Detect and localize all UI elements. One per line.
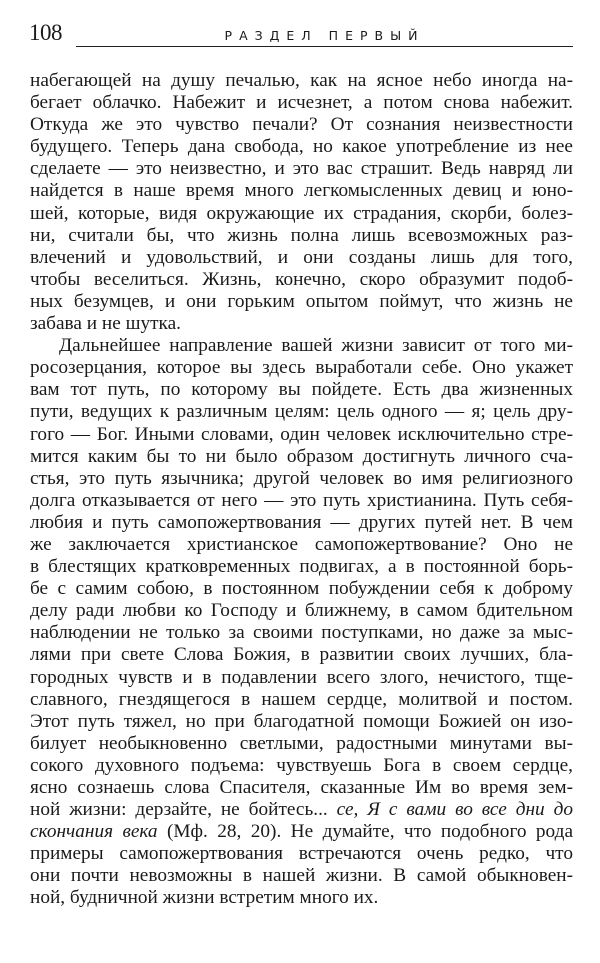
- text-line: [30, 247, 573, 269]
- line-text: бе с самим собою, в постоянном побуждении себя к доброму: [30, 578, 573, 600]
- page-body-text: [30, 70, 573, 910]
- text-line: [30, 799, 573, 821]
- text-line: [30, 667, 573, 689]
- text-line: [30, 379, 573, 401]
- line-text: они почти невозможны в нашей жизни. В самой обыкновен-: [30, 865, 573, 887]
- line-text: стья, это путь язычника; другой человек во имя религиозного: [30, 467, 573, 489]
- line-text: забава и не шутка.: [30, 313, 181, 335]
- text-line: [30, 92, 573, 114]
- text-line: [30, 711, 573, 733]
- running-title: РАЗДЕЛ ПЕРВЫЙ: [219, 28, 431, 43]
- line-text: славного, гнездящегося в нашем сердце, молитвой и постом.: [30, 688, 573, 710]
- line-text: долга отказывается от него — это путь христианина. Путь себя-: [30, 489, 573, 511]
- line-text: лями при свете Слова Божия, в развитии своих лучших, бла-: [30, 644, 573, 666]
- line-text: примеры самопожертвования встречаются очень редко, что: [30, 843, 573, 865]
- line-text: сокого духовного подъема: чувствуешь Бога в своем сердце,: [30, 754, 573, 776]
- scripture-quote-italic: скончания века: [30, 821, 158, 843]
- line-text: чтобы веселиться. Жизнь, конечно, скоро образумит подоб-: [30, 268, 573, 290]
- line-text: наблюдении не только за своими поступками, но даже за мыс-: [30, 622, 573, 644]
- text-line: [30, 225, 573, 247]
- text-line: [30, 136, 573, 158]
- line-text: любия и путь самопожертвования — других путей нет. В чем: [30, 511, 573, 533]
- line-text: ной, будничной жизни встретим много их.: [30, 887, 379, 909]
- text-line: [30, 269, 573, 291]
- text-line: [30, 490, 573, 512]
- text-line: [30, 335, 573, 357]
- text-line: [30, 578, 573, 600]
- text-line: [30, 644, 573, 666]
- line-text: будущего. Теперь дана свобода, но какое употребление из нее: [30, 136, 573, 158]
- line-text: ясно сознаешь слова Спасителя, сказанные Им во время зем-: [30, 777, 573, 798]
- text-line: [30, 755, 573, 777]
- text-line: [30, 158, 573, 180]
- line-text: в блестящих кратковременных подвигах, а в постоянной борь-: [30, 556, 573, 578]
- line-text: найдется в наше время много легкомысленных девиц и юно-: [30, 180, 573, 202]
- line-text: ных безумцев, и они горьким опытом поймут, что жизнь не: [30, 290, 573, 312]
- text-line: [30, 70, 573, 92]
- text-line: [30, 180, 573, 202]
- line-text: бегает облачко. Набежит и исчезнет, а потом снова набежит.: [30, 92, 573, 114]
- text-line: [30, 313, 573, 335]
- line-text: росозерцания, которое вы здесь выработали себе. Оно укажет: [30, 357, 573, 379]
- line-text: мится каким бы то ни было образом достигнуть личного сча-: [30, 445, 573, 467]
- line-text: Дальнейшее направление вашей жизни зависит от того ми-: [59, 335, 573, 357]
- line-text: билует необыкновенно светлыми, радостными минутами вы-: [30, 732, 573, 754]
- text-line: [30, 733, 573, 755]
- text-line: [30, 401, 573, 423]
- line-text: делу ради любви ко Господу и ближнему, в самом бдительном: [30, 600, 573, 622]
- line-text: пути, ведущих к различным целям: цель одного — я; цель дру-: [30, 401, 573, 423]
- line-text: влечений и удовольствий, и они созданы лишь для того,: [30, 246, 573, 268]
- text-line: [30, 821, 573, 843]
- scripture-quote-italic: се, Я с вами во все дни до: [336, 799, 573, 821]
- line-text: вам тот путь, по которому вы пойдете. Есть два жизненных: [30, 379, 573, 401]
- text-line: [30, 534, 573, 556]
- text-line: [30, 114, 573, 136]
- text-line: [30, 622, 573, 644]
- text-line: [30, 291, 573, 313]
- text-line: [30, 424, 573, 446]
- line-text: (Мф. 28, 20). Не думайте, что подобного рода: [157, 821, 573, 843]
- text-line: [30, 600, 573, 622]
- text-line: [30, 468, 573, 490]
- text-line: [30, 689, 573, 711]
- text-line: [30, 357, 573, 379]
- text-line: [30, 865, 573, 887]
- text-line: [30, 556, 573, 578]
- text-line: [30, 777, 573, 799]
- text-line: [30, 512, 573, 534]
- line-text: Этот путь тяжел, но при благодатной помощи Божией он изо-: [30, 710, 573, 732]
- line-text: сделаете — это неизвестно, и это вас страшит. Ведь навряд ли: [30, 158, 573, 180]
- line-text: гого — Бог. Иными словами, один человек исключительно стре-: [30, 423, 573, 445]
- running-header: [76, 24, 573, 47]
- text-line: [30, 843, 573, 865]
- text-line: [30, 446, 573, 468]
- line-text: набегающей на душу печалью, как на ясное небо иногда на-: [30, 70, 573, 91]
- line-text: шей, которые, видя окружающие их страдания, скорби, болез-: [30, 202, 573, 224]
- text-line: [30, 887, 573, 909]
- line-text: ни, считали бы, что жизнь полна лишь всевозможных раз-: [30, 224, 573, 246]
- line-text: Откуда же это чувство печали? От сознания неизвестности: [30, 114, 573, 136]
- text-line: [30, 203, 573, 225]
- line-text: же заключается христианское самопожертвование? Оно не: [30, 533, 573, 555]
- line-text: городных чувств и в подавлении всего злого, нечистого, тще-: [30, 666, 573, 688]
- line-text: ной жизни: дерзайте, не бойтесь...: [30, 799, 337, 821]
- page-number: 108: [29, 20, 62, 45]
